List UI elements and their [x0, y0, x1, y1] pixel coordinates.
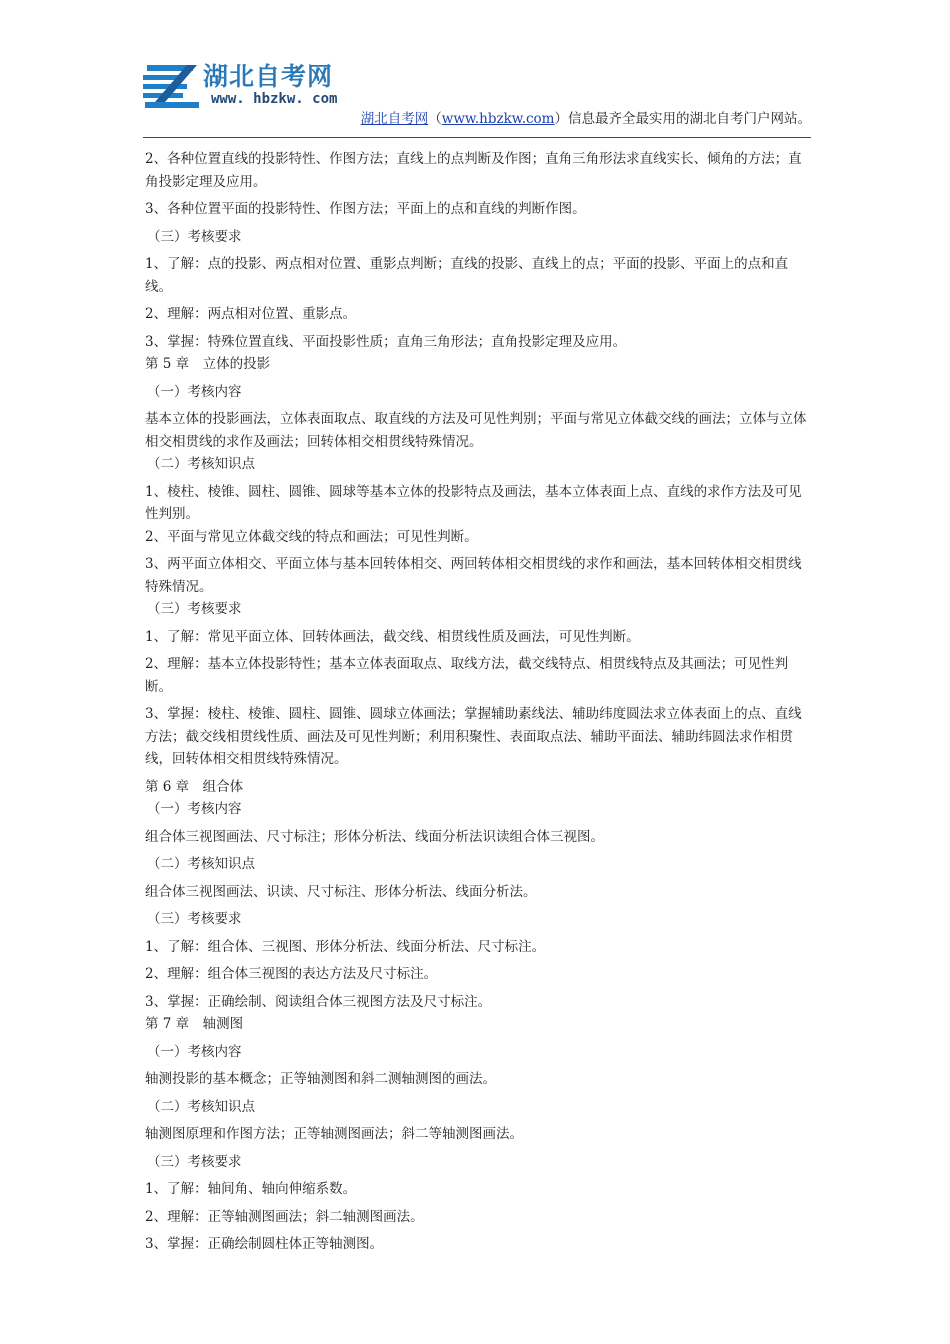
chapter-heading: 第 7 章 轴测图: [145, 1016, 244, 1032]
site-url-link[interactable]: www.hbzkw.com: [441, 111, 555, 127]
chapter-heading: 第 6 章 组合体: [145, 778, 244, 795]
paragraph: 组合体三视图画法、尺寸标注；形体分析法、线面分析法识读组合体三视图。: [145, 828, 604, 845]
section-heading: （二）考核知识点: [147, 1098, 255, 1115]
paragraph: 1、了解：组合体、三视图、形体分析法、线面分析法、尺寸标注。: [145, 938, 546, 955]
logo-url: www. hbzkw. com: [211, 91, 338, 107]
paragraph: 1、了解：常见平面立体、回转体画法，截交线、相贯线性质及画法，可见性判断。: [145, 628, 640, 645]
paragraph: 3、掌握：特殊位置直线、平面投影性质；直角三角形法；直角投影定理及应用。: [145, 333, 627, 350]
tagline-paren-open: （: [428, 111, 442, 127]
tagline-text: ）信息最齐全最实用的湖北自考门户网站。: [554, 111, 811, 127]
paragraph: 3、掌握：棱柱、棱锥、圆柱、圆锥、圆球立体画法；掌握辅助素线法、辅助纬度圆法求立体表面上的点、直线方法；截交线相贯线性质、画法及可见性判断；利用积聚性、表面取点法、辅助平面法、辅助纬圆法求作相贯线，回转体相交相贯线特殊情况。: [145, 706, 802, 767]
page-header: [143, 55, 811, 135]
paragraph: 2、各种位置直线的投影特性、作图方法；直线上的点判断及作图；直角三角形法求直线实长、倾角的方法；直角投影定理及应用。: [145, 151, 802, 190]
header-divider: [143, 137, 811, 138]
section-heading: （二）考核知识点: [147, 856, 255, 872]
paragraph: 基本立体的投影画法，立体表面取点、取直线的方法及可见性判别；平面与常见立体截交线的画法；立体与立体相交相贯线的求作及画法；回转体相交相贯线特殊情况。: [145, 411, 807, 450]
site-logo[interactable]: [143, 55, 358, 117]
paragraph: 3、掌握：正确绘制圆柱体正等轴测图。: [145, 1236, 384, 1252]
section-heading: （三）考核要求: [147, 911, 242, 927]
paragraph: 2、理解：基本立体投影特性；基本立体表面取点、取线方法，截交线特点、相贯线特点及其画法；可见性判断。: [145, 656, 789, 695]
logo-z-icon: [143, 61, 205, 111]
paragraph: 2、理解：组合体三视图的表达方法及尺寸标注。: [145, 966, 438, 982]
section-heading: （一）考核内容: [147, 1043, 242, 1060]
logo-title: 湖北自考网: [203, 62, 334, 91]
paragraph: 2、理解：两点相对位置、重影点。: [145, 306, 357, 322]
paragraph: 轴测图原理和作图方法；正等轴测图画法；斜二等轴测图画法。: [145, 1126, 523, 1142]
section-heading: （一）考核内容: [147, 801, 242, 817]
chapter-heading: 第 5 章 立体的投影: [145, 356, 271, 372]
paragraph: 3、掌握：正确绘制、阅读组合体三视图方法及尺寸标注。: [145, 993, 492, 1010]
section-heading: （三）考核要求: [147, 601, 242, 617]
section-heading: （二）考核知识点: [147, 456, 255, 472]
paragraph: 3、两平面立体相交、平面立体与基本回转体相交、两回转体相交相贯线的求作和画法，基本回转体相交相贯线特殊情况。: [145, 556, 802, 595]
document-body: [145, 148, 813, 1256]
paragraph: 1、棱柱、棱锥、圆柱、圆锥、圆球等基本立体的投影特点及画法，基本立体表面上点、直线的求作方法及可见性判别。: [145, 483, 802, 522]
paragraph: 3、各种位置平面的投影特性、作图方法；平面上的点和直线的判断作图。: [145, 201, 586, 217]
section-heading: （三）考核要求: [147, 1153, 242, 1170]
paragraph: 轴测投影的基本概念；正等轴测图和斜二测轴测图的画法。: [145, 1071, 496, 1087]
site-tagline: [361, 107, 811, 127]
paragraph: 组合体三视图画法、识读、尺寸标注、形体分析法、线面分析法。: [145, 883, 537, 900]
paragraph: 1、了解：轴间角、轴向伸缩系数。: [145, 1181, 357, 1197]
section-heading: （一）考核内容: [147, 383, 242, 400]
paragraph: 2、平面与常见立体截交线的特点和画法；可见性判断。: [145, 528, 478, 545]
section-heading: （三）考核要求: [147, 228, 242, 245]
paragraph: 2、理解：正等轴测图画法；斜二轴测图画法。: [145, 1208, 424, 1225]
paragraph: 1、了解：点的投影、两点相对位置、重影点判断；直线的投影、直线上的点；平面的投影、平面上的点和直线。: [145, 256, 789, 295]
site-name-link[interactable]: 湖北自考网: [360, 111, 429, 127]
